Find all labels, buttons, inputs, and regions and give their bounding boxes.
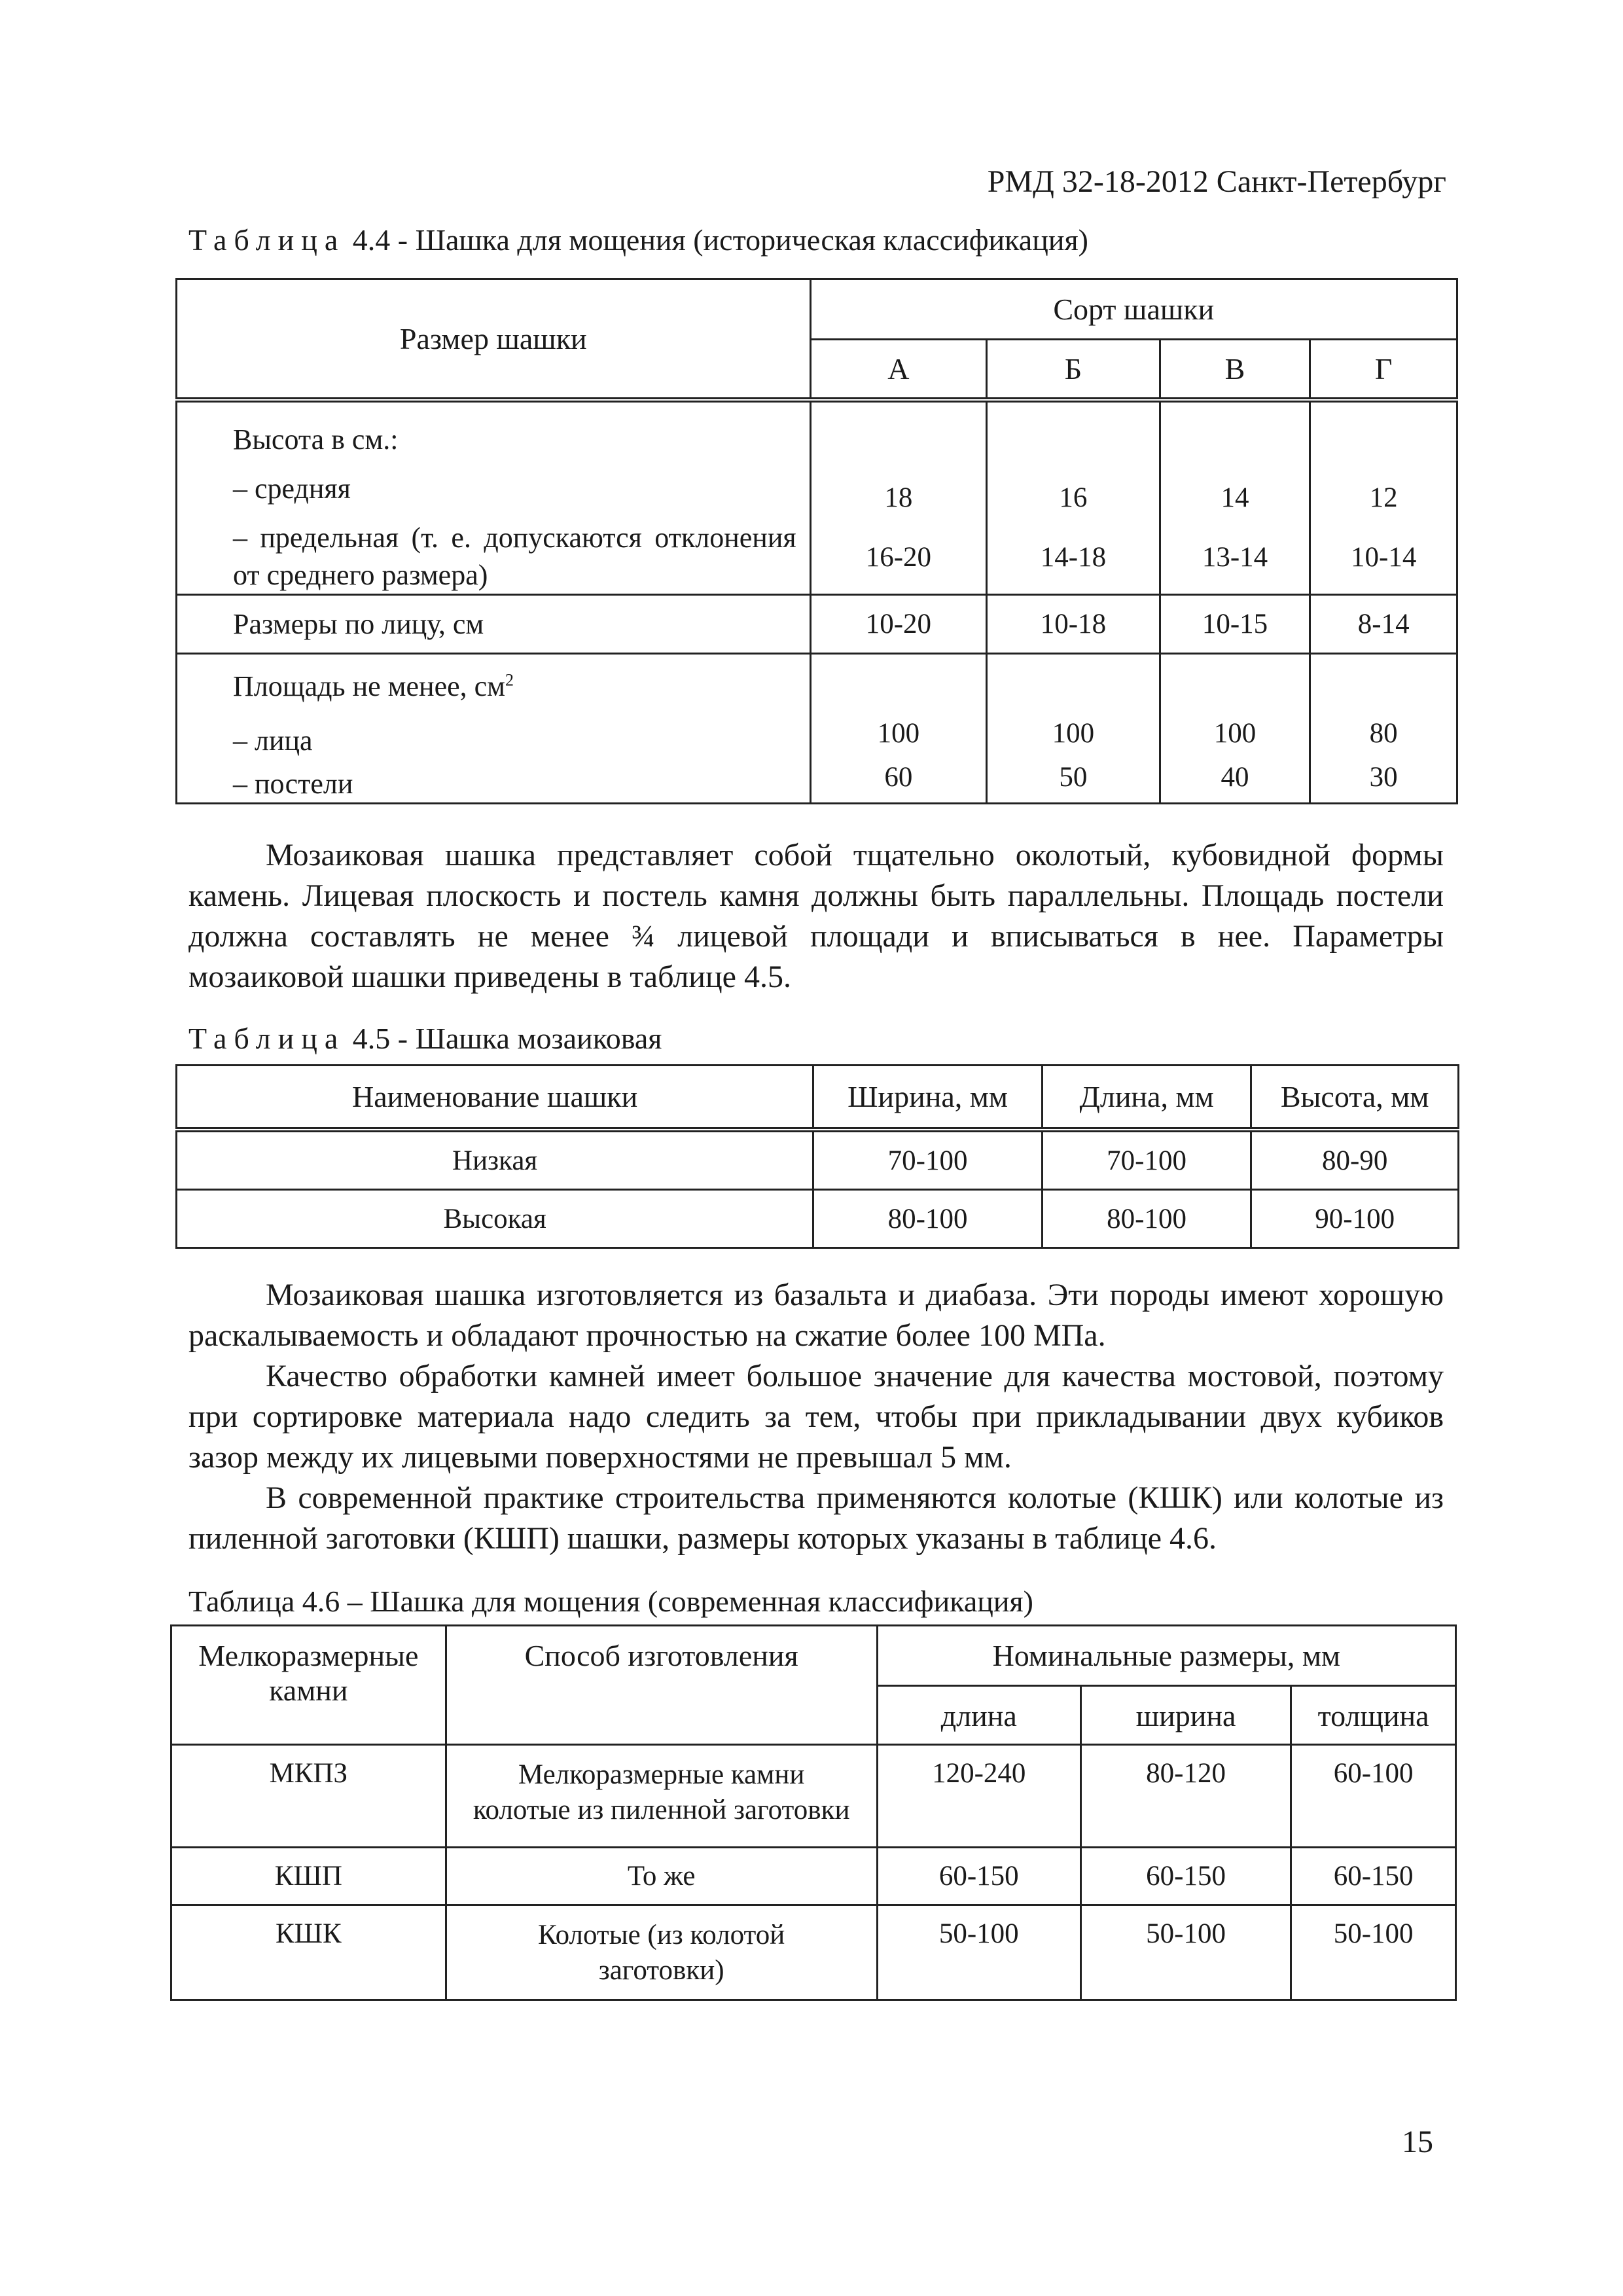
caption-prefix: Таблица	[188, 1022, 346, 1055]
area-face-value: 100	[1052, 717, 1095, 749]
paragraph-mosaic-intro	[188, 835, 1444, 997]
area-title: Площадь не менее, $см^2$	[233, 670, 514, 703]
table-cell: Высокая	[177, 1190, 813, 1248]
table-cell: 50-100	[1080, 1905, 1291, 2000]
col-header-stones: Мелкоразмерные камни	[171, 1626, 446, 1745]
table-4-6	[170, 1624, 1457, 2001]
table-row	[177, 400, 1457, 595]
table-cell: 120-240	[877, 1745, 1080, 1848]
table-cell: МКПЗ	[171, 1745, 446, 1848]
table-cell: 70-100	[1042, 1130, 1251, 1190]
col-header-group: Сорт шашки	[810, 279, 1457, 340]
face-value: 10-15	[1160, 595, 1310, 654]
table-4-5	[175, 1064, 1459, 1249]
height-avg-value: 18	[884, 482, 913, 514]
area-bed-value: 40	[1221, 761, 1249, 793]
table-row	[177, 1190, 1459, 1248]
document-header: РМД 32-18-2012 Санкт-Петербург	[987, 164, 1446, 199]
area-face-value: 80	[1369, 717, 1398, 749]
col-header: Длина, мм	[1042, 1066, 1251, 1130]
table-4-6-caption: Таблица 4.6 – Шашка для мощения (современная классификация)	[188, 1585, 1033, 1618]
paragraph-text: Мозаиковая шашка изготовляется из базальта и диабаза. Эти породы имеют хорошую раскалываемость и обладают прочностью на сжатие более 100 МПа.	[188, 1278, 1444, 1353]
area-bed-value: 30	[1369, 761, 1398, 793]
height-lim-value: 14-18	[1040, 541, 1107, 573]
table-cell: Колотые (из колотой заготовки)	[446, 1905, 877, 2000]
height-lim-label: – предельная (т. е. допускаются отклонения от среднего размера)	[233, 521, 796, 592]
col-header-width: ширина	[1080, 1686, 1291, 1745]
height-lim-value: 13-14	[1202, 541, 1268, 573]
table-cell: 90-100	[1251, 1190, 1459, 1248]
col-header-size: Размер шашки	[177, 279, 811, 400]
height-title: Высота в см.:	[233, 423, 399, 456]
page-number: 15	[1402, 2125, 1433, 2159]
face-value: 10-18	[987, 595, 1160, 654]
face-value: 10-20	[810, 595, 987, 654]
table-row	[171, 1905, 1456, 2000]
caption-prefix: Таблица	[188, 223, 346, 257]
col-header-thickness: толщина	[1291, 1686, 1456, 1745]
height-lim-value: 16-20	[865, 541, 932, 573]
col-header-length: длина	[877, 1686, 1080, 1745]
table-cell: 80-120	[1080, 1745, 1291, 1848]
table-cell: КШП	[171, 1848, 446, 1905]
table-row	[171, 1745, 1456, 1848]
paragraph-text: Качество обработки камней имеет большое значение для качества мостовой, поэтому при сортировке материала надо следить за тем, чтобы при прикладывании двух кубиков зазор между их лицевыми поверхностями не превышал 5 мм.	[188, 1359, 1444, 1475]
table-cell: 80-100	[1042, 1190, 1251, 1248]
grade-header: А	[810, 340, 987, 400]
table-cell: 50-100	[877, 1905, 1080, 2000]
col-header: Наименование шашки	[177, 1066, 813, 1130]
paragraph-text: В современной практике строительства применяются колотые (КШК) или колотые из пиленной заготовки (КШП) шашки, размеры которых указаны в таблице 4.6.	[188, 1480, 1444, 1556]
face-label: Размеры по лицу, см	[177, 595, 811, 654]
caption-text: 4.4 - Шашка для мощения (историческая классификация)	[352, 223, 1088, 257]
table-cell: КШК	[171, 1905, 446, 2000]
table-cell: 80-90	[1251, 1130, 1459, 1190]
table-cell: Низкая	[177, 1130, 813, 1190]
paragraph-text: Мозаиковая шашка представляет собой тщательно околотый, кубовидной формы камень. Лицевая плоскость и постель камня должны быть параллельны. Площадь постели должна составлять не менее ¾ лицевой площади и вписываться в нее. Параметры мозаиковой шашки приведены в таблице 4.5.	[188, 838, 1444, 994]
table-row	[171, 1848, 1456, 1905]
area-face-value: 100	[877, 717, 920, 749]
table-row	[177, 595, 1457, 654]
col-header: Ширина, мм	[813, 1066, 1043, 1130]
col-header: Высота, мм	[1251, 1066, 1459, 1130]
table-4-4-caption	[188, 223, 1088, 257]
table-4-4	[175, 278, 1458, 804]
col-header-method: Способ изготовления	[446, 1626, 877, 1745]
table-cell: 80-100	[813, 1190, 1043, 1248]
grade-header: В	[1160, 340, 1310, 400]
table-cell: То же	[446, 1848, 877, 1905]
area-bed-value: 50	[1059, 761, 1088, 793]
height-avg-value: 14	[1221, 482, 1249, 514]
grade-header: Г	[1310, 340, 1457, 400]
table-cell: Мелкоразмерные камни колотые из пиленной заготовки	[446, 1745, 877, 1848]
caption-text: 4.5 - Шашка мозаиковая	[352, 1022, 662, 1055]
area-bed-value: 60	[884, 761, 913, 793]
height-lim-value: 10-14	[1351, 541, 1417, 573]
table-4-5-caption	[188, 1021, 662, 1056]
col-header-dims: Номинальные размеры, мм	[877, 1626, 1455, 1686]
area-face-value: 100	[1213, 717, 1257, 749]
area-face-label: – лица	[233, 725, 313, 757]
table-header-row	[177, 1066, 1459, 1130]
table-cell: 60-150	[1080, 1848, 1291, 1905]
table-row	[177, 1130, 1459, 1190]
grade-header: Б	[987, 340, 1160, 400]
height-avg-value: 16	[1059, 482, 1088, 514]
area-bed-label: – постели	[233, 767, 353, 800]
height-avg-value: 12	[1369, 482, 1398, 514]
paragraphs-mosaic-details	[188, 1275, 1444, 1559]
table-cell: 70-100	[813, 1130, 1043, 1190]
face-value: 8-14	[1310, 595, 1457, 654]
table-cell: 50-100	[1291, 1905, 1456, 2000]
table-row	[177, 654, 1457, 804]
table-cell: 60-150	[877, 1848, 1080, 1905]
height-avg-label: – средняя	[233, 472, 351, 505]
table-cell: 60-150	[1291, 1848, 1456, 1905]
table-cell: 60-100	[1291, 1745, 1456, 1848]
